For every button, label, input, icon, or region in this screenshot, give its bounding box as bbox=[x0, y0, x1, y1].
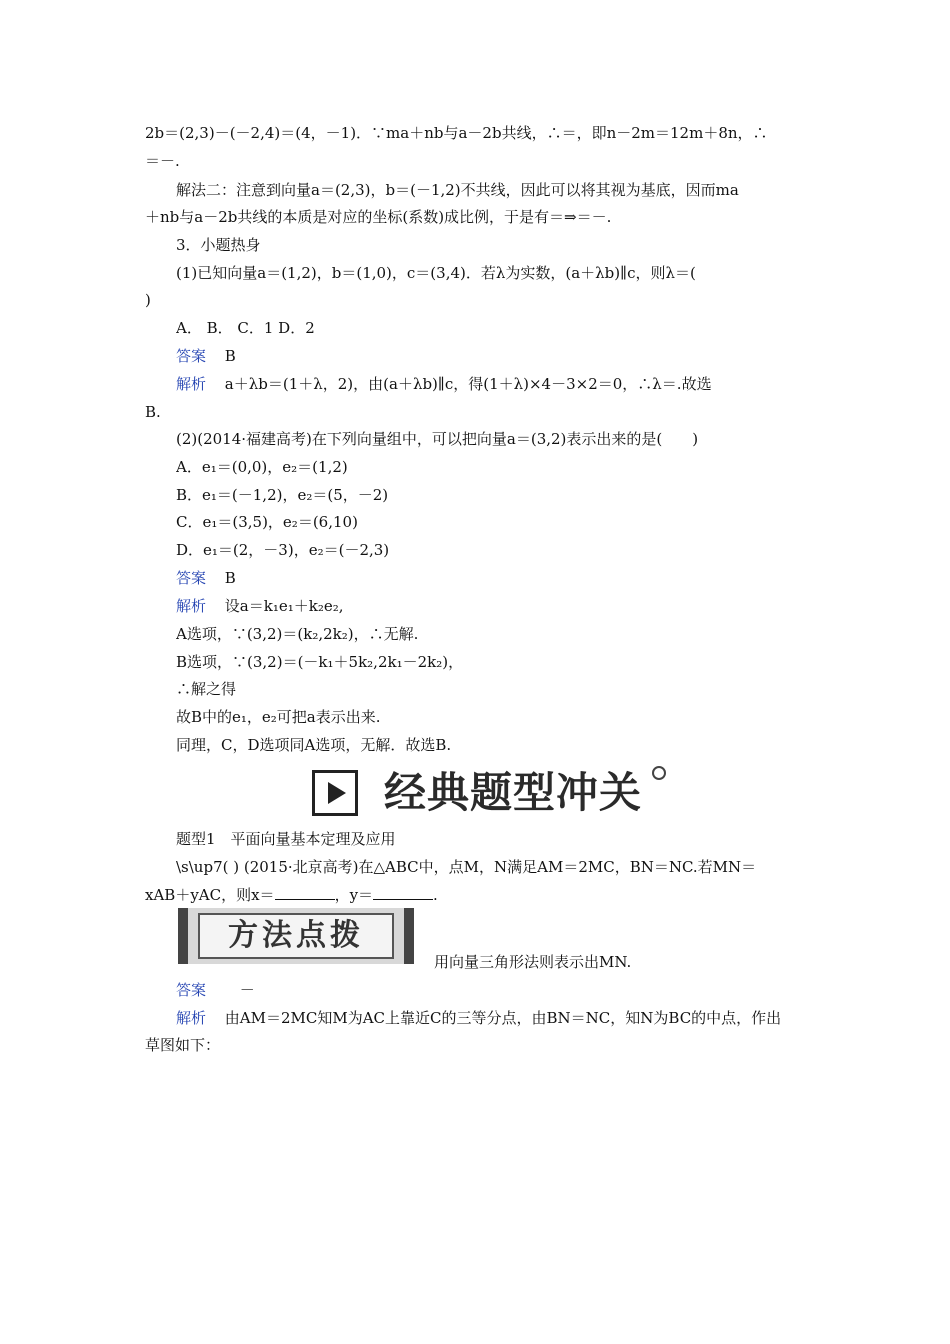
method-tip-label: 方法点拨 bbox=[228, 918, 364, 953]
answer-value: B bbox=[224, 347, 236, 365]
text-fragment: xAB＋yAC，则x＝ bbox=[145, 886, 275, 904]
analysis-line bbox=[176, 1008, 807, 1028]
text-line: A选项，∵(3,2)＝(k₂,2k₂)，∴无解. bbox=[176, 625, 419, 643]
option-b: B．e₁＝(－1,2)，e₂＝(5，－2) bbox=[176, 486, 389, 504]
text-line: 草图如下： bbox=[145, 1036, 221, 1054]
text-line: 解法二：注意到向量a＝(2,3)，b＝(－1,2)不共线，因此可以将其视为基底，因而ma bbox=[176, 181, 739, 199]
question-text: (2)(2014·福建高考)在下列向量组中，可以把向量a＝(3,2)表示出来的是( ) bbox=[176, 430, 699, 448]
answer-line bbox=[176, 980, 807, 1000]
answer-label: 答案 bbox=[176, 347, 207, 365]
analysis-label: 解析 bbox=[176, 1009, 207, 1027]
method-tip-badge bbox=[178, 908, 414, 964]
analysis-text: a＋λb＝(1＋λ，2)，由(a＋λb)∥c，得(1＋λ)×4－3×2＝0，∴λ＝.故选 bbox=[224, 375, 712, 393]
banner-title: 经典题型冲关 bbox=[384, 768, 643, 817]
answer-label: 答案 bbox=[176, 569, 207, 587]
method-tip-text: 用向量三角形法则表示出MN. bbox=[434, 953, 632, 971]
option-d: D．e₁＝(2，－3)，e₂＝(－2,3) bbox=[176, 541, 390, 559]
answer-label: 答案 bbox=[176, 981, 207, 999]
text-line: B选项，∵(3,2)＝(－k₁＋5k₂,2k₁－2k₂)， bbox=[176, 653, 464, 671]
analysis-text: 设a＝k₁e₁＋k₂e₂, bbox=[224, 597, 344, 615]
text-line: 同理，C，D选项同A选项，无解．故选B. bbox=[176, 736, 452, 754]
decoration-icon bbox=[652, 766, 666, 780]
text-fragment: . bbox=[433, 886, 438, 904]
question-blanks-line bbox=[145, 885, 807, 905]
problem-type-heading: 题型1 平面向量基本定理及应用 bbox=[176, 830, 396, 848]
text-line: 故B中的e₁，e₂可把a表示出来. bbox=[176, 708, 381, 726]
option-c: C．e₁＝(3,5)，e₂＝(6,10) bbox=[176, 513, 358, 531]
answer-line bbox=[176, 568, 807, 588]
option-a: A．e₁＝(0,0)，e₂＝(1,2) bbox=[176, 458, 348, 476]
blank-y bbox=[373, 885, 433, 900]
analysis-label: 解析 bbox=[176, 375, 207, 393]
answer-options: A． B． C．1 D．2 bbox=[176, 319, 315, 337]
section-banner bbox=[312, 766, 670, 826]
text-fragment: ，y＝ bbox=[334, 886, 374, 904]
text-line: ∴解之得 bbox=[176, 680, 237, 698]
answer-line bbox=[176, 346, 807, 366]
question-text: (1)已知向量a＝(1,2)，b＝(1,0)，c＝(3,4)．若λ为实数，(a＋λb)∥c，则λ＝( bbox=[176, 264, 696, 282]
text-line: ＝－. bbox=[145, 152, 180, 170]
blank-x bbox=[275, 885, 335, 900]
play-icon bbox=[312, 770, 358, 816]
text-line: 2b＝(2,3)－(－2,4)＝(4，－1)．∵ma＋nb与a－2b共线，∴＝，即n－2m＝12m＋8n，∴ bbox=[145, 124, 768, 142]
analysis-line bbox=[176, 596, 807, 616]
analysis-label: 解析 bbox=[176, 597, 207, 615]
section-heading: 3．小题热身 bbox=[176, 236, 261, 254]
answer-value: B bbox=[224, 569, 236, 587]
question-text: \s\up7( ) (2015·北京高考)在△ABC中，点M，N满足AM＝2MC，BN＝NC.若MN＝ bbox=[176, 858, 757, 876]
text-line: ＋nb与a－2b共线的本质是对应的坐标(系数)成比例，于是有＝⇒＝－. bbox=[145, 208, 612, 226]
text-line: ) bbox=[145, 291, 151, 309]
text-line: B. bbox=[145, 403, 161, 421]
analysis-text: 由AM＝2MC知M为AC上靠近C的三等分点，由BN＝NC，知N为BC的中点，作出 bbox=[224, 1009, 782, 1027]
analysis-line bbox=[176, 374, 807, 394]
answer-value: － bbox=[224, 981, 255, 999]
